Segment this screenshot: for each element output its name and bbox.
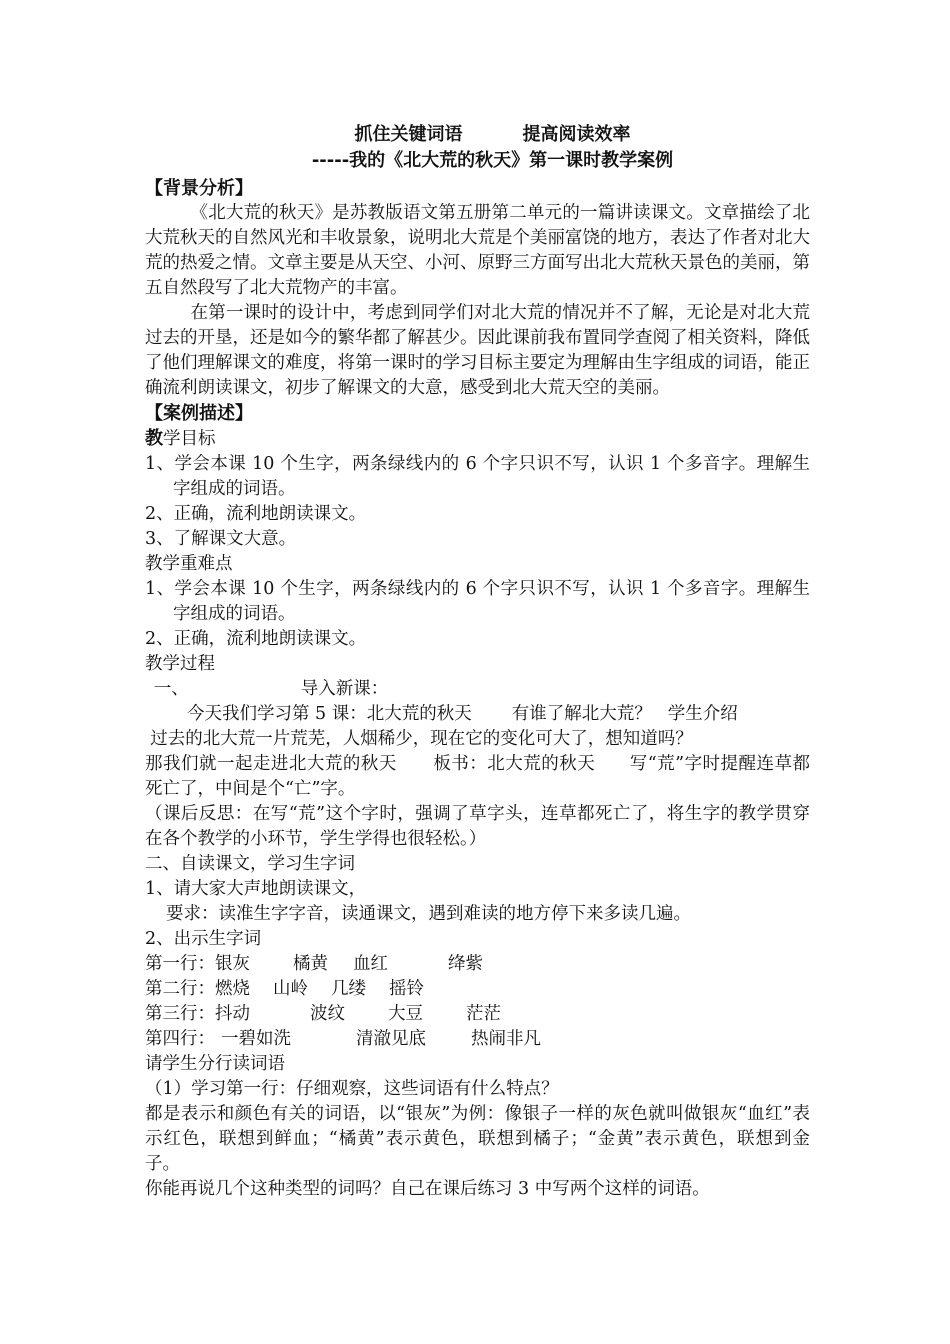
reflection-note: （课后反思：在写“荒”这个字时，强调了草字头，连草都死亡了，将生字的教学贯穿在各个教学的小环节，学生学得也很轻松。） xyxy=(145,804,810,849)
goals-heading xyxy=(145,426,810,452)
difficulty-item: 1、学会本课 10 个生字，两条绿线内的 6 个字只识不写，认识 1 个多音字。理解生字组成的词语。 xyxy=(145,579,810,624)
sub-step-1-answer: 都是表示和颜色有关的词语，以“银灰”为例：像银子一样的灰色就叫做银灰“血红”表示红色，联想到鲜血；“橘黄”表示黄色，联想到橘子；“金黄”表示黄色，联想到金子。 xyxy=(145,1104,810,1174)
step-1-line-3 xyxy=(145,752,810,802)
word-row xyxy=(145,977,810,1002)
word-row-label: 第三行： xyxy=(145,1004,215,1024)
word-item: 绛紫 xyxy=(448,954,483,974)
step-1-line-2: 过去的北大荒一片荒芜，人烟稀少，现在它的变化可大了，想知道吗？ xyxy=(150,729,693,749)
word-item: 一碧如洗 xyxy=(221,1029,291,1049)
document-page xyxy=(145,122,810,1202)
step-2-heading: 二、自读课文，学习生字词 xyxy=(145,854,355,874)
word-row-label: 第四行： xyxy=(145,1029,215,1049)
sub-step-1: （1）学习第一行：仔细观察，这些词语有什么特点？ xyxy=(145,1079,559,1099)
goals-heading-bold: 教 xyxy=(145,428,163,449)
goal-item: 3、了解课文大意。 xyxy=(145,529,297,549)
read-rows-instruction: 请学生分行读词语 xyxy=(145,1054,285,1074)
step-2-requirement: 要求：读准生字字音，读通课文，遇到难读的地方停下来多读几遍。 xyxy=(166,904,691,924)
step-1-line-3c: 写“荒”字时提醒连草都死亡了，中间是个“亡”字。 xyxy=(145,754,810,799)
word-row-label: 第二行： xyxy=(145,979,215,999)
difficulty-heading: 教学重难点 xyxy=(145,554,233,574)
word-row xyxy=(145,1027,810,1052)
word-row xyxy=(145,1002,810,1027)
goal-item: 1、学会本课 10 个生字，两条绿线内的 6 个字只识不写，认识 1 个多音字。理解生字组成的词语。 xyxy=(145,454,810,499)
step-1-line-1b: 有谁了解北大荒？ xyxy=(511,704,652,724)
sub-step-1-more: 你能再说几个这种类型的词吗？自己在课后练习 3 中写两个这样的词语。 xyxy=(145,1179,710,1199)
step-1-title: 导入新课： xyxy=(300,679,389,699)
word-row-label: 第一行： xyxy=(145,954,215,974)
goals-heading-rest: 学目标 xyxy=(163,429,216,449)
background-paragraph-1: 《北大荒的秋天》是苏教版语文第五册第二单元的一篇讲读课文。文章描绘了北大荒秋天的自然风光和丰收景象，说明北大荒是个美丽富饶的地方，表达了作者对北大荒的热爱之情。文章主要是从天空、小河、原野三方面写出北大荒秋天景色的美丽，第五自然段写了北大荒物产的丰富。 xyxy=(145,203,810,298)
step-1-line-1c: 学生介绍 xyxy=(667,704,738,724)
difficulty-item: 2、正确，流利地朗读课文。 xyxy=(145,629,367,649)
word-item: 山岭 xyxy=(273,979,308,999)
word-item: 血红 xyxy=(353,954,388,974)
step-1-heading xyxy=(145,677,810,702)
word-item: 大豆 xyxy=(388,1004,423,1024)
background-paragraph-2: 在第一课时的设计中，考虑到同学们对北大荒的情况并不了解，无论是对北大荒过去的开垦，还是如今的繁华都了解甚少。因此课前我布置同学查阅了相关资料，降低了他们理解课文的难度，将第一课时的学习目标主要定为理解由生字组成的词语，能正确流利朗读课文，初步了解课文的大意，感受到北大荒天空的美丽。 xyxy=(145,303,810,398)
word-item: 银灰 xyxy=(215,954,250,974)
document-subtitle: -----我的《北大荒的秋天》第一课时教学案例 xyxy=(311,150,674,171)
step-2-item-1: 1、请大家大声地朗读课文， xyxy=(145,879,367,899)
word-item: 清澈见底 xyxy=(356,1029,426,1049)
word-item: 抖动 xyxy=(215,1004,250,1024)
word-item: 摇铃 xyxy=(389,979,424,999)
process-heading: 教学过程 xyxy=(145,654,215,674)
step-1-line-3a: 那我们就一起走进北大荒的秋天 xyxy=(145,754,397,774)
step-1-line-3b: 板书：北大荒的秋天 xyxy=(432,754,596,774)
word-item: 热闹非凡 xyxy=(471,1029,541,1049)
case-heading: 【案例描述】 xyxy=(145,403,253,424)
goal-item: 2、正确，流利地朗读课文。 xyxy=(145,504,367,524)
word-row xyxy=(145,952,810,977)
step-1-number: 一、 xyxy=(153,679,189,699)
word-item: 几缕 xyxy=(331,979,366,999)
title-part-1: 抓住关键词语 xyxy=(354,124,463,145)
word-item: 茫茫 xyxy=(466,1004,501,1024)
title-part-2: 提高阅读效率 xyxy=(522,124,631,145)
step-1-line-1 xyxy=(145,702,810,727)
step-2-item-2: 2、出示生字词 xyxy=(145,929,262,949)
step-1-line-1a: 今天我们学习第 5 课：北大荒的秋天 xyxy=(187,704,472,724)
background-heading: 【背景分析】 xyxy=(145,178,253,199)
word-item: 燃烧 xyxy=(215,979,250,999)
document-title xyxy=(145,122,810,148)
word-item: 波纹 xyxy=(310,1004,345,1024)
word-item: 橘黄 xyxy=(293,954,328,974)
